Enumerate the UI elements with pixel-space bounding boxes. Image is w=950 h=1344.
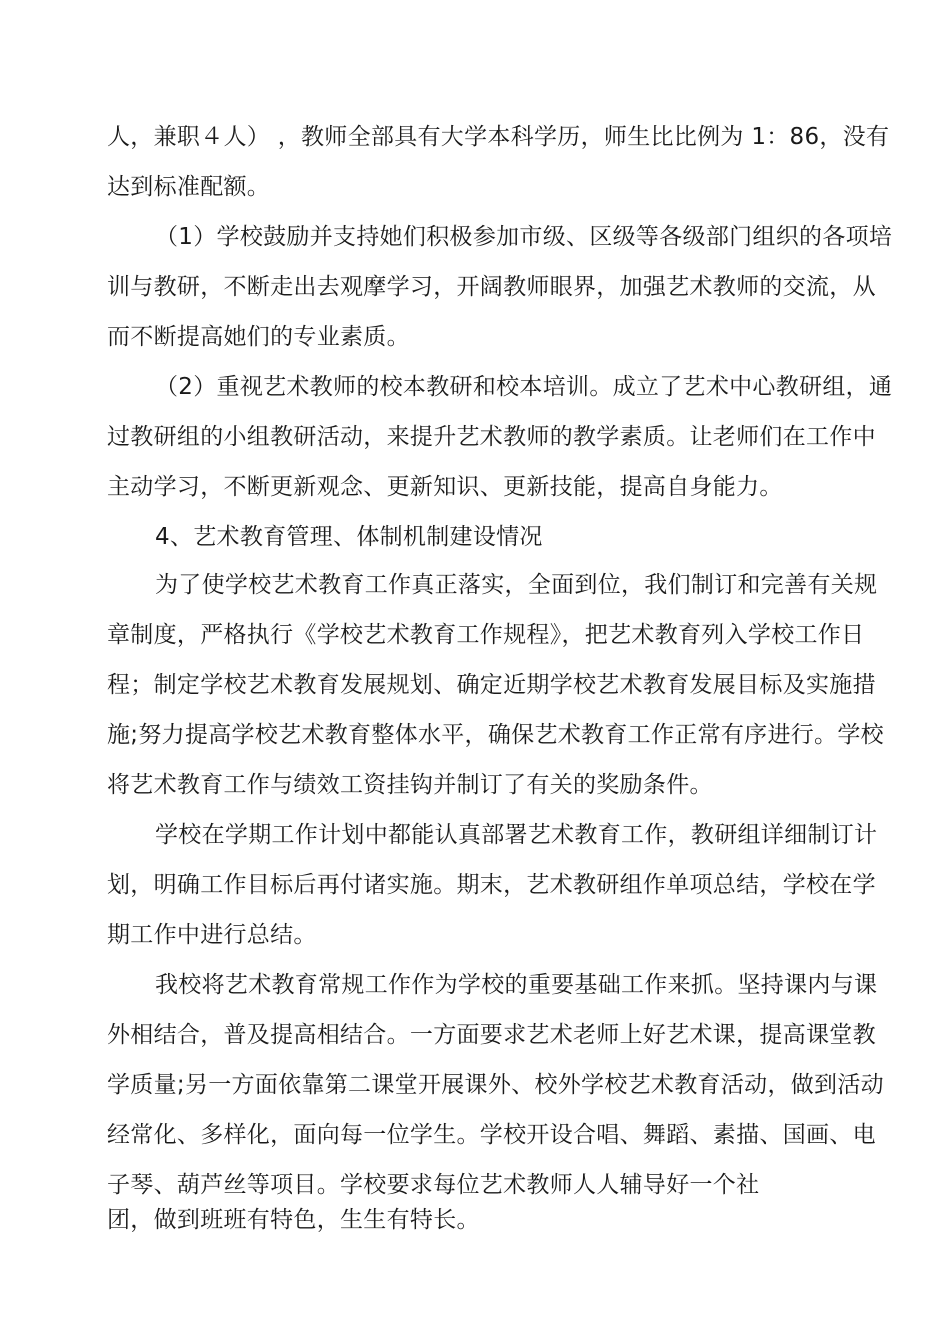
text-line: （1）学校鼓励并支持她们积极参加市级、区级等各级部门组织的各项培	[155, 224, 893, 250]
text-line: 程；制定学校艺术教育发展规划、确定近期学校艺术教育发展目标及实施措	[107, 672, 876, 698]
text-line: 主动学习，不断更新观念、更新知识、更新技能，提高自身能力。	[107, 474, 783, 500]
text-line: 子琴、葫芦丝等项目。学校要求每位艺术教师人人辅导好一个社	[107, 1172, 760, 1198]
text-line: 划，明确工作目标后再付诸实施。期末，艺术教研组作单项总结，学校在学	[107, 872, 876, 898]
text-line: 学质量;另一方面依靠第二课堂开展课外、校外学校艺术教育活动，做到活动	[107, 1072, 884, 1098]
text-line: 外相结合，普及提高相结合。一方面要求艺术老师上好艺术课，提高课堂教	[107, 1022, 876, 1048]
text-line: 章制度，严格执行《学校艺术教育工作规程》，把艺术教育列入学校工作日	[107, 622, 865, 648]
text-line: 过教研组的小组教研活动，来提升艺术教师的教学素质。让老师们在工作中	[107, 424, 876, 450]
text-line: 我校将艺术教育常规工作作为学校的重要基础工作来抓。坚持课内与课	[155, 972, 878, 998]
text-line: 将艺术教育工作与绩效工资挂钩并制订了有关的奖励条件。	[107, 772, 713, 798]
text-line: 期工作中进行总结。	[107, 922, 317, 948]
text-line: 而不断提高她们的专业素质。	[107, 324, 410, 350]
section-heading: 4、艺术教育管理、体制机制建设情况	[155, 524, 543, 550]
text-line: 训与教研，不断走出去观摩学习，开阔教师眼界，加强艺术教师的交流，从	[107, 274, 876, 300]
text-line: 达到标准配额。	[107, 174, 271, 200]
text-line: 为了使学校艺术教育工作真正落实，全面到位，我们制订和完善有关规	[155, 572, 878, 598]
text-line: （2）重视艺术教师的校本教研和校本培训。成立了艺术中心教研组，通	[155, 374, 893, 400]
text-line: 人，兼职４人） ，教师全部具有大学本科学历，师生比比例为 1：86，没有	[107, 124, 890, 150]
text-line: 团，做到班班有特色，生生有特长。	[107, 1207, 480, 1233]
text-line: 施;努力提高学校艺术教育整体水平，确保艺术教育工作正常有序进行。学校	[107, 722, 884, 748]
text-line: 经常化、多样化，面向每一位学生。学校开设合唱、舞蹈、素描、国画、电	[107, 1122, 876, 1148]
text-line: 学校在学期工作计划中都能认真部署艺术教育工作，教研组详细制订计	[155, 822, 878, 848]
